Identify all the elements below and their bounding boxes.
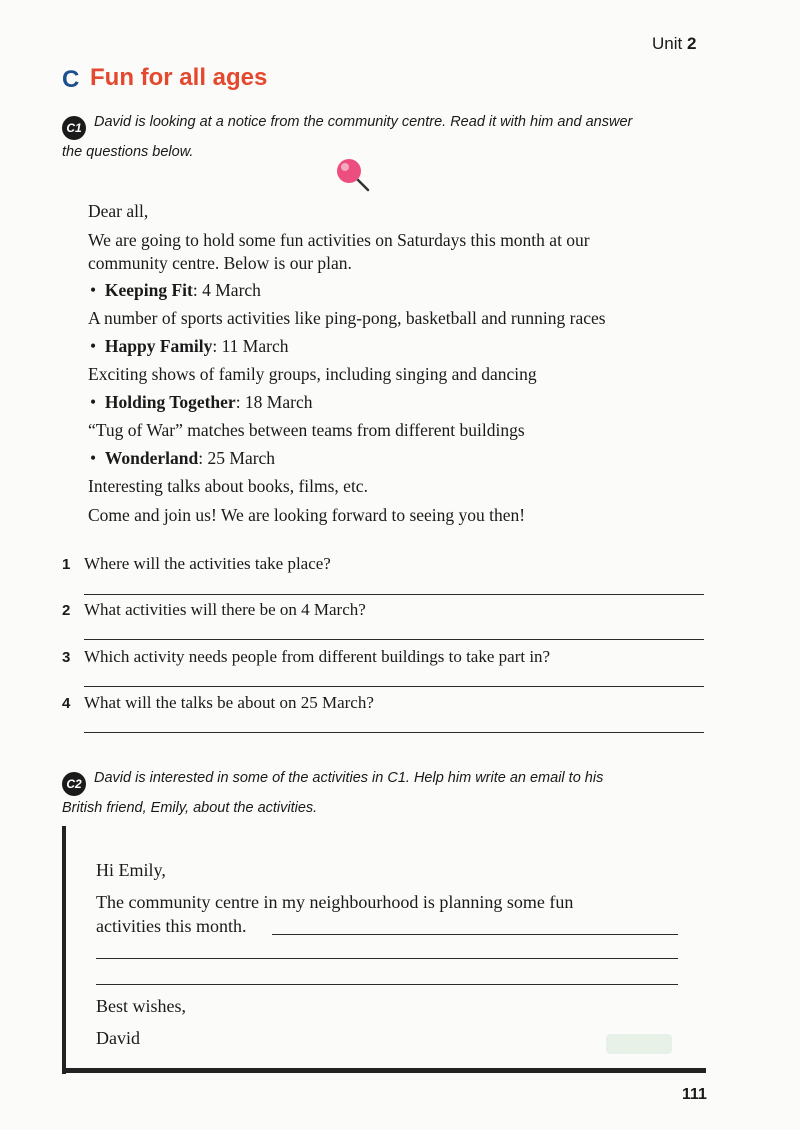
section-title: Fun for all ages [90,64,268,91]
question [62,600,366,620]
email-write-line[interactable] [96,958,678,959]
c1-instruction-line1: David is looking at a notice from the community centre. Read it with him and answer [94,114,633,130]
email-signoff: Best wishes, [96,996,186,1016]
event-name: Holding Together [104,392,236,412]
c2-instruction-line1: David is interested in some of the activities in C1. Help him write an email to his [94,770,604,786]
c2-instruction [62,766,702,820]
event-date: : 11 March [212,336,289,356]
email-frame-left [62,826,66,1074]
question-number: 1 [62,556,71,573]
question-text: What will the talks be about on 25 March? [84,693,374,712]
event-bullet: • Happy Family: 11 March [90,336,289,356]
notice-greeting: Dear all, [88,201,149,221]
unit-label [652,34,696,54]
event-date: : 18 March [235,392,313,412]
answer-line[interactable] [84,594,704,595]
c1-badge: C1 [62,116,86,140]
event-name: Wonderland [104,448,199,468]
email-write-line[interactable] [272,934,678,935]
event-date: : 4 March [192,280,261,300]
event-bullet: • Wonderland: 25 March [90,448,276,468]
event-desc: “Tug of War” matches between teams from different buildings [88,420,525,440]
c1-instruction-line2: the questions below. [62,144,194,160]
question-text: What activities will there be on 4 March? [84,600,366,619]
question-number: 2 [62,602,71,619]
email-frame-bottom [62,1068,706,1073]
answer-line[interactable] [84,639,704,640]
event-bullet: • Keeping Fit: 4 March [90,280,261,300]
page-number: 111 [682,1086,707,1103]
event-date: : 25 March [198,448,276,468]
notice-intro-line2: community centre. Below is our plan. [88,253,352,273]
question-text: Which activity needs people from different buildings to take part in? [84,647,551,666]
email-greeting: Hi Emily, [96,860,166,880]
question [62,554,331,574]
unit-text: Unit [652,34,683,53]
answer-line[interactable] [84,732,704,733]
event-desc: Exciting shows of family groups, including singing and dancing [88,364,537,384]
magnifier-pin-icon [334,156,374,196]
notice-intro-line1: We are going to hold some fun activities on Saturdays this month at our [88,230,590,250]
question [62,647,550,667]
email-line1: The community centre in my neighbourhood is planning some fun [96,892,574,912]
question-number: 3 [62,649,71,666]
event-name: Keeping Fit [104,280,193,300]
event-bullet: • Holding Together: 18 March [90,392,313,412]
c2-instruction-line2: British friend, Emily, about the activities. [62,800,318,816]
question-number: 4 [62,695,71,712]
unit-number: 2 [686,34,697,53]
event-desc: Interesting talks about books, films, etc. [88,476,368,496]
email-write-line[interactable] [96,984,678,985]
event-desc: A number of sports activities like ping-pong, basketball and running races [88,308,606,328]
c2-badge: C2 [62,772,86,796]
answer-line[interactable] [84,686,704,687]
question-text: Where will the activities take place? [84,554,331,573]
email-signature: David [96,1028,140,1048]
c1-instruction [62,110,702,164]
notice-closing: Come and join us! We are looking forward to seeing you then! [88,505,526,525]
faint-stamp [606,1034,672,1054]
question [62,693,374,713]
section-letter: C [62,66,80,93]
event-name: Happy Family [104,336,213,356]
email-line2: activities this month. [96,916,247,936]
